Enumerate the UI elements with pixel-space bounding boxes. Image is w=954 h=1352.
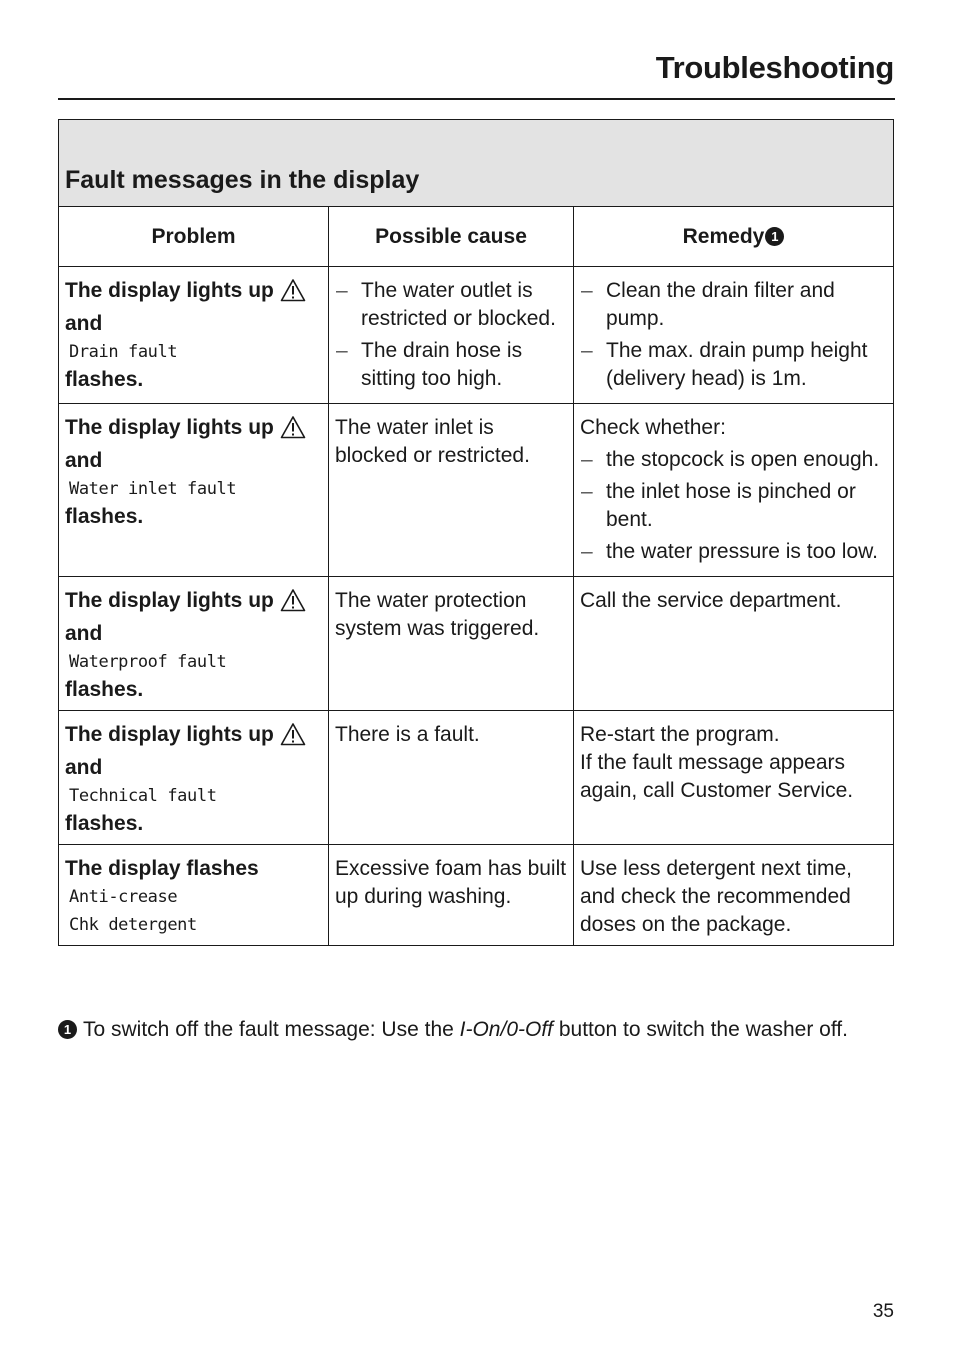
remedy-item: – the water pressure is too low. (580, 538, 887, 566)
warning-triangle-icon (280, 415, 306, 447)
display-text: Drain fault (69, 342, 178, 362)
problem-lead: The display lights up (65, 279, 274, 302)
remedy-item: – the stopcock is open enough. (580, 446, 887, 474)
cause-text: There is a fault. (335, 723, 480, 746)
column-header-remedy (574, 207, 894, 267)
cause-cell (329, 845, 574, 946)
display-text: Water inlet fault (69, 479, 237, 499)
page-title: Troubleshooting (655, 50, 894, 85)
remedy-item: – the inlet hose is pinched or bent. (580, 478, 887, 534)
table-row (59, 845, 894, 946)
remedy-cell (574, 577, 894, 711)
remedy-text: Call the service department. (580, 589, 842, 612)
problem-lead: The display lights up (65, 589, 274, 612)
remedy-line: If the fault message appears again, call Customer Service. (580, 751, 854, 802)
cause-text: Excessive foam has built up during washing. (335, 857, 567, 908)
problem-and: and (65, 449, 103, 472)
remedy-line: Re-start the program. (580, 723, 780, 746)
remedy-text: Use less detergent next time, and check the recommended doses on the package. (580, 857, 852, 936)
section-header (59, 120, 894, 207)
column-header-problem: Problem (59, 207, 329, 267)
problem-cell (59, 267, 329, 404)
remedy-intro: Check whether: (580, 416, 726, 439)
footnote-text-before: To switch off the fault message: Use the (83, 1018, 460, 1041)
problem-tail: flashes. (65, 368, 144, 391)
cause-cell (329, 267, 574, 404)
remedy-header-label: Remedy (682, 224, 765, 248)
remedy-cell (574, 267, 894, 404)
remedy-cell (574, 711, 894, 845)
title-divider (58, 98, 895, 100)
table-row (59, 577, 894, 711)
footnote (58, 1016, 894, 1044)
problem-cell (59, 711, 329, 845)
problem-and: and (65, 312, 103, 335)
table-row (59, 711, 894, 845)
warning-triangle-icon (280, 588, 306, 620)
cause-cell (329, 577, 574, 711)
page-number: 35 (872, 1301, 894, 1322)
display-text: Waterproof fault (69, 652, 227, 672)
footnote-marker-icon: 1 (58, 1020, 77, 1039)
cause-cell (329, 711, 574, 845)
display-text: Anti-crease (69, 887, 178, 907)
footnote-marker-icon: 1 (765, 227, 784, 246)
problem-tail: flashes. (65, 678, 144, 701)
problem-tail: flashes. (65, 812, 144, 835)
problem-lead: The display lights up (65, 416, 274, 439)
warning-triangle-icon (280, 722, 306, 754)
problem-lead: The display flashes (65, 857, 259, 880)
problem-and: and (65, 756, 103, 779)
cause-item: – The drain hose is sitting too high. (335, 337, 567, 393)
footnote-text-after: button to switch the washer off. (553, 1018, 848, 1041)
remedy-cell (574, 845, 894, 946)
table-row (59, 267, 894, 404)
remedy-item: – The max. drain pump height (delivery head) is 1m. (580, 337, 887, 393)
footnote-text (83, 1016, 848, 1044)
problem-cell (59, 577, 329, 711)
remedy-item: – Clean the drain filter and pump. (580, 277, 887, 333)
button-name: I-On/0-Off (459, 1018, 553, 1041)
problem-lead: The display lights up (65, 723, 274, 746)
remedy-cell (574, 404, 894, 577)
cause-cell (329, 404, 574, 577)
problem-and: and (65, 622, 103, 645)
cause-text: The water protection system was triggered. (335, 589, 540, 640)
column-header-cause: Possible cause (329, 207, 574, 267)
cause-text: The water inlet is blocked or restricted. (335, 416, 530, 467)
problem-cell (59, 404, 329, 577)
display-text: Technical fault (69, 786, 217, 806)
problem-cell (59, 845, 329, 946)
problem-tail: flashes. (65, 505, 144, 528)
warning-triangle-icon (280, 278, 306, 310)
table-row (59, 404, 894, 577)
section-title: Fault messages in the display (65, 166, 420, 194)
display-text: Chk detergent (69, 915, 197, 935)
fault-messages-table (58, 119, 894, 946)
cause-item: – The water outlet is restricted or blocked. (335, 277, 567, 333)
